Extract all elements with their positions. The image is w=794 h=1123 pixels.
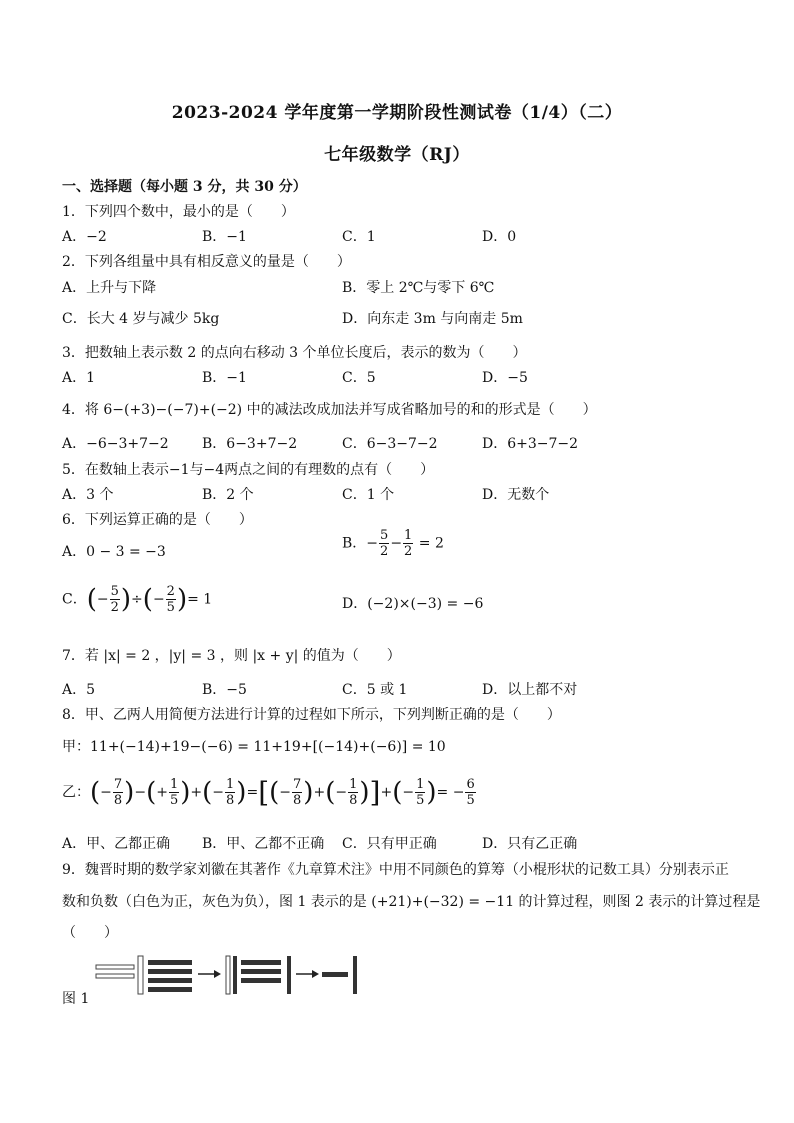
fraction: $\frac{1}{8}$ (349, 777, 358, 808)
fraction: $\frac{1}{8}$ (226, 777, 235, 808)
fraction: $\frac{1}{5}$ (416, 777, 425, 808)
counting-rods-figure-1 (90, 952, 380, 998)
q3-option-b: B．−1 (202, 370, 247, 386)
q4-option-c: C．6−3−7−2 (342, 436, 438, 452)
q5-option-d: D．无数个 (482, 487, 550, 503)
question-9-line-3: （ ） (62, 925, 118, 941)
question-1-stem: 1．下列四个数中，最小的是（ ） (62, 204, 295, 220)
q7-option-d: D．以上都不对 (482, 682, 578, 698)
combined-rods (226, 956, 291, 994)
q8-option-a: A．甲、乙都正确 (62, 836, 171, 852)
arrow-icon (198, 970, 221, 978)
question-6-stem: 6．下列运算正确的是（ ） (62, 512, 253, 528)
q6-option-c: C．(− $\frac{5}{2}$ )÷(− $\frac{2}{5}$ )= 1 (62, 584, 213, 615)
q7-option-c: C．5 或 1 (342, 682, 408, 698)
question-2-stem: 2．下列各组量中具有相反意义的量是（ ） (62, 254, 351, 270)
fraction: $\frac{7}{8}$ (293, 777, 302, 808)
gray-rods (148, 960, 192, 992)
question-5-stem: 5．在数轴上表示−1与−4两点之间的有理数的点有（ ） (62, 462, 435, 478)
q8-jia-calc: 甲：11+(−14)+19−(−6) = 11+19+[(−14)+(−6)] = 10 (62, 739, 446, 755)
q8-option-b: B．甲、乙都不正确 (202, 836, 325, 852)
q2-option-a: A．上升与下降 (62, 280, 157, 296)
q6-option-b: B．− $\frac{5}{2}$ − $\frac{1}{2}$ = 2 (342, 528, 444, 559)
question-3-stem: 3．把数轴上表示数 2 的点向右移动 3 个单位长度后，表示的数为（ ） (62, 345, 527, 361)
q4-option-b: B．6−3+7−2 (202, 436, 298, 452)
fraction: $\frac{5}{2}$ (380, 528, 389, 559)
section-heading: 一、选择题（每小题 3 分，共 30 分） (62, 179, 307, 195)
q8-option-c: C．只有甲正确 (342, 836, 437, 852)
q4-option-d: D．6+3−7−2 (482, 436, 579, 452)
q3-option-a: A．1 (62, 370, 96, 386)
q7-option-a: A．5 (62, 682, 96, 698)
q1-option-c: C．1 (342, 229, 376, 245)
question-4-stem: 4．将 6−(+3)−(−7)+(−2) 中的减法改成加法并写成省略加号的和的形式是（ ） (62, 402, 597, 418)
q3-option-d: D．−5 (482, 370, 528, 386)
fraction: $\frac{1}{2}$ (404, 528, 413, 559)
fraction: $\frac{1}{5}$ (169, 777, 179, 808)
fraction: $\frac{5}{2}$ (110, 584, 119, 615)
question-9-line-1: 9．魏晋时期的数学家刘徽在其著作《九章算术注》中用不同颜色的算筹（小棍形状的记数工具）分别表示正 (62, 862, 729, 878)
q2-option-c: C．长大 4 岁与减少 5kg (62, 311, 220, 327)
q1-option-a: A．−2 (62, 229, 107, 245)
q5-option-a: A．3 个 (62, 487, 114, 503)
q6-option-a: A．0 − 3 = −3 (62, 544, 166, 560)
question-7-stem: 7．若 |x| = 2 ，|y| = 3 ，则 |x + y| 的值为（ ） (62, 648, 401, 664)
fraction: $\frac{7}{8}$ (113, 777, 123, 808)
question-9-line-2: 数和负数（白色为正，灰色为负），图 1 表示的是 (+21)+(−32) = −11 的计算过程，则图 2 表示的计算过程是 (62, 894, 761, 910)
fraction: $\frac{2}{5}$ (166, 584, 175, 615)
q8-option-d: D．只有乙正确 (482, 836, 578, 852)
fraction: $\frac{6}{5}$ (466, 777, 475, 808)
exam-subtitle: 七年级数学（RJ） (324, 145, 470, 165)
arrow-icon (296, 970, 319, 978)
q1-option-b: B．−1 (202, 229, 247, 245)
q2-option-d: D．向东走 3m 与向南走 5m (342, 311, 523, 327)
figure-1-label: 图 1 (62, 991, 90, 1007)
q8-yi-calc: 乙：(− $\frac{7}{8}$ )−(+ $\frac{1}{5}$ )+(− $\frac{1}{8}$ )=[(− $\frac{7}{8}$ )+(− $\frac{1}{8}$ )]+(− $\frac{1}{5}$ )= − $\frac{6}{5}$ (62, 776, 475, 809)
exam-title: 2023-2024 学年度第一学期阶段性测试卷（1/4）（二） (171, 103, 623, 123)
q7-option-b: B．−5 (202, 682, 247, 698)
q4-option-a: A．−6−3+7−2 (62, 436, 169, 452)
q5-option-b: B．2 个 (202, 487, 254, 503)
q5-option-c: C．1 个 (342, 487, 395, 503)
question-8-stem: 8．甲、乙两人用简便方法进行计算的过程如下所示，下列判断正确的是（ ） (62, 707, 561, 723)
white-rods (96, 956, 143, 994)
q1-option-d: D．0 (482, 229, 517, 245)
result-rods (322, 956, 357, 994)
q3-option-c: C．5 (342, 370, 376, 386)
q6-option-d: D．(−2)×(−3) = −6 (342, 596, 484, 612)
q2-option-b: B．零上 2℃与零下 6℃ (342, 280, 495, 296)
